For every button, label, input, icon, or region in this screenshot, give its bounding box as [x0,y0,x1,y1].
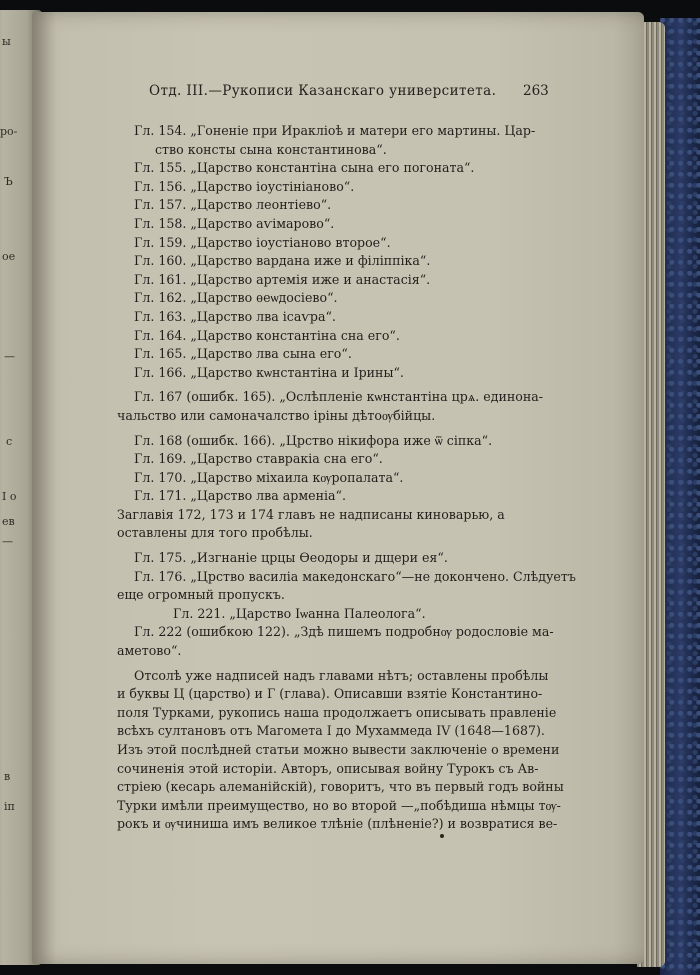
book-cover-edge [660,18,700,975]
text-line: сочиненія этой исторіи. Авторъ, описывая войну Турокъ съ Ав- [117,760,539,776]
text-line: Гл. 156. „Царство іоустініаново“. [134,178,355,194]
text-line: Турки имѣли преимущество, но во второй —„побѣдиша нѣмцы тѹ- [117,797,561,813]
left-page-fragment: І о [2,490,17,503]
text-line: Гл. 164. „Царство константіна сна его“. [134,327,400,343]
text-line: Гл. 157. „Царство леонтіево“. [134,197,332,213]
text-line: Гл. 171. „Царство лва арменіа“. [134,488,346,504]
text-line: рокъ и ѹчиниша имъ великое тлѣніе (плѣненіе?) и возвратися ве- [117,816,558,832]
text-line: Гл. 163. „Царство лва ісаѵра“. [134,308,336,324]
running-header: Отд. III.—Рукописи Казанскаго университета. [149,83,497,99]
left-page-fragment: ев [2,515,15,528]
text-line: чальство или самоначалство іріны дѣтоѹбійцы. [117,407,436,423]
text-line: оставлены для того пробѣлы. [117,525,313,541]
body-text [117,122,576,834]
text-line: Гл. 161. „Царство артемія иже и анастасія“. [134,271,431,287]
text-line: Заглавія 172, 173 и 174 главъ не надписаны киноварью, а [117,506,505,522]
text-line: Гл. 160. „Царство вардана иже и філіппіка“. [134,253,431,269]
text-line: Изъ этой послѣдней статьи можно вывести заключеніе о времени [117,742,560,757]
left-page-fragment: Ъ [4,175,13,188]
left-page-fragment: ое [2,250,16,263]
left-page-fragment: — [2,535,13,548]
left-page-fragment: с [6,435,13,448]
text-line: Гл. 155. „Царство константіна сына его погоната“. [134,160,475,176]
text-line: поля Турками, рукопись наша продолжаетъ описывать правленіе [117,704,557,720]
page-number: 263 [523,83,549,99]
text-line: Гл. 175. „Изгнаніе црцы Ѳеодоры и дщери ея“. [134,550,448,566]
text-line: всѣхъ султановъ отъ Магомета I до Мухаммеда IV (1648—1687). [117,723,545,739]
text-line: Гл. 166. „Царство кѡнстантіна и Ірины“. [134,364,404,380]
text-line: Гл. 162. „Царство ѳеѡдосіево“. [134,290,338,306]
text-line: стріею (кесарь алеманійскій), говоритъ, что въ первый годъ войны [117,779,564,795]
left-page-fragment: — [4,350,15,363]
text-line: Гл. 168 (ошибк. 166). „Црство нікифора иже ѿ сіпка“. [134,432,493,448]
text-line: ство консты сына константинова“. [155,141,387,157]
text-line: Гл. 159. „Царство іоустіаново второе“. [134,234,391,250]
text-line: Гл. 165. „Царство лва сына его“. [134,346,352,362]
text-line: Гл. 170. „Царство міхаила кѹропалата“. [134,469,404,485]
text-line: аметово“. [117,643,182,659]
left-page-fragment: ы [2,35,11,48]
text-line: Отсолѣ уже надписей надъ главами нѣтъ; оставлены пробѣлы [134,667,549,683]
text-line: и буквы Ц (царство) и Г (глава). Описавши взятіе Константино- [117,686,543,702]
book-page [32,12,644,964]
left-page-fragment: в [4,770,11,783]
text-line: Гл. 167 (ошибк. 165). „Ослѣпленіе кѡнстантіна црѧ. единона- [134,389,544,405]
left-page-fragment: іп [4,800,15,813]
text-line: Гл. 154. „Гоненіе при Иракліоѣ и матери его мартины. Цар- [134,123,536,138]
text-line: Гл. 222 (ошибкою 122). „Здѣ пишемъ подробнѹ родословіе ма- [134,624,554,640]
text-line: Гл. 176. „Црство василіа македонскаго“—не докончено. Слѣдуетъ [134,568,576,584]
text-line: Гл. 221. „Царство Іѡанна Палеолога“. [173,605,426,621]
text-line: Гл. 158. „Царство аѵімарово“. [134,215,335,231]
ink-dot [440,834,444,838]
text-line: еще огромный пропускъ. [117,587,285,603]
text-line: Гл. 169. „Царство ставракіа сна его“. [134,451,383,467]
left-page-fragment: ро- [0,125,18,138]
